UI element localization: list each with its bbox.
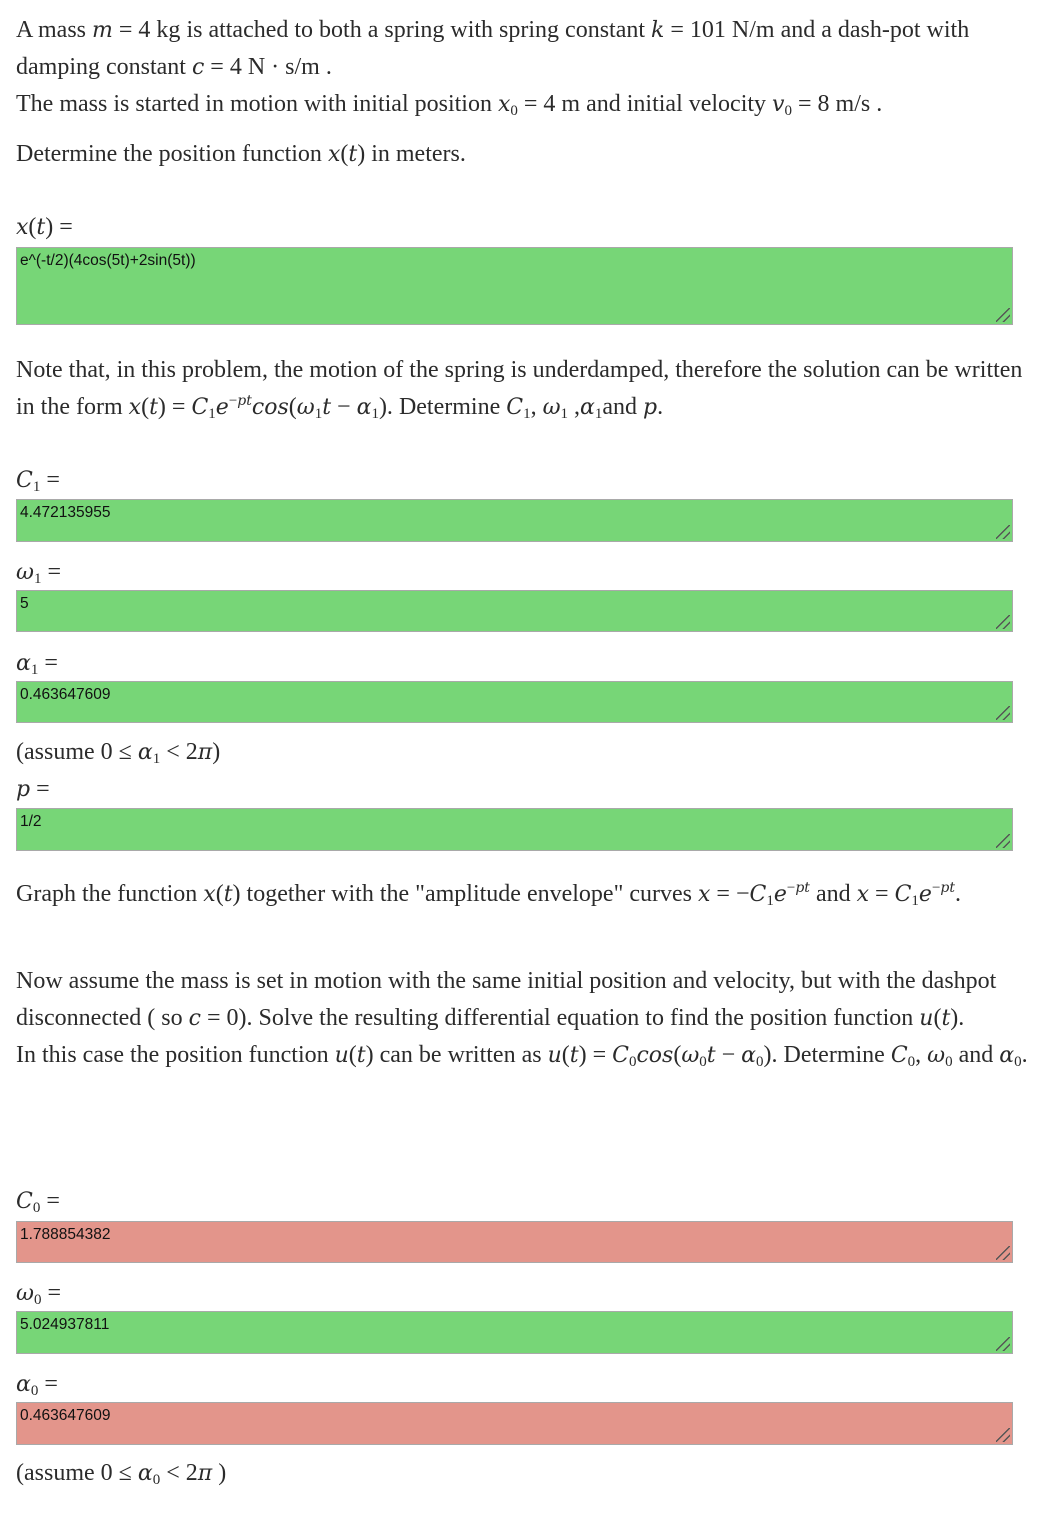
- p-input[interactable]: 1/2: [16, 808, 1013, 851]
- label-x-of-t: x(t) =: [16, 214, 73, 240]
- omega1-input[interactable]: 5: [16, 590, 1013, 632]
- resize-grip-icon[interactable]: [996, 308, 1010, 322]
- resize-grip-icon[interactable]: [996, 615, 1010, 629]
- c0-input[interactable]: 1.788854382: [16, 1221, 1013, 1263]
- undamped-statement: Now assume the mass is set in motion with the same initial position and velocity, but with the dashpot disconnected ( so c = 0). Solve the resulting differential equation to find the position function u(t). In this case the position function u(t) can be written as $u(t) = C_0\cos(\omega_0t - \alpha_0)$. Determine $C_0$, $\omega_0$ and $\alpha_0$.: [16, 968, 1028, 1070]
- c1-input[interactable]: 4.472135955: [16, 499, 1013, 542]
- x-of-t-input[interactable]: e^(-t/2)(4cos(5t)+2sin(5t)): [16, 247, 1013, 325]
- label-c1: $C_1$ =: [16, 467, 60, 495]
- alpha1-assumption: (assume $0 \le \alpha_1 < 2\pi$): [16, 739, 221, 767]
- label-p: p =: [16, 776, 50, 802]
- resize-grip-icon[interactable]: [996, 834, 1010, 848]
- alpha0-assumption: (assume $0 \le \alpha_0 < 2\pi$ ): [16, 1460, 227, 1488]
- problem-statement: A mass m = 4 kg is attached to both a spring with spring constant k = 101 N/m and a dash-pot with damping constant c = 4 N · s/m . The mass is started in motion with initial position $x_0 = 4$ m and initial velocity $v_0 = 8$ m/s .: [16, 17, 970, 119]
- resize-grip-icon[interactable]: [996, 525, 1010, 539]
- resize-grip-icon[interactable]: [996, 1337, 1010, 1351]
- note-underdamped: Note that, in this problem, the motion of the spring is underdamped, therefore the solution can be written in the form $x(t) = C_1e^{-pt}\cos(\omega_1t - \alpha_1)$. Determine $C_1$, $\omega_1$ $,\alpha_1and$ p.: [16, 357, 1023, 422]
- question-1: Determine the position function x(t) in meters.: [16, 141, 466, 167]
- label-alpha1: $\alpha_1$ =: [16, 650, 58, 678]
- omega0-input[interactable]: 5.024937811: [16, 1311, 1013, 1354]
- alpha1-input[interactable]: 0.463647609: [16, 681, 1013, 723]
- label-omega1: $\omega_1$ =: [16, 559, 61, 587]
- label-alpha0: $\alpha_0$ =: [16, 1371, 58, 1399]
- alpha0-input[interactable]: 0.463647609: [16, 1402, 1013, 1445]
- resize-grip-icon[interactable]: [996, 1428, 1010, 1442]
- resize-grip-icon[interactable]: [996, 1246, 1010, 1260]
- label-omega0: $\omega_0$ =: [16, 1280, 61, 1308]
- label-c0: $C_0$ =: [16, 1188, 60, 1216]
- graph-instruction: Graph the function x(t) together with the "amplitude envelope" curves $x = -C_1e^{-pt}$ and $x = C_1e^{-pt}$.: [16, 880, 961, 909]
- resize-grip-icon[interactable]: [996, 706, 1010, 720]
